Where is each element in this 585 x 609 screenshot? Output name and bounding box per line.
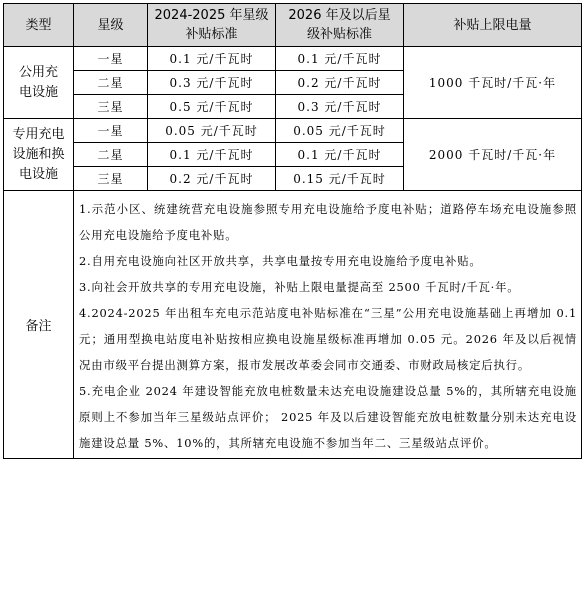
star-level-cell: 一星: [74, 119, 148, 143]
std-2024-2025-cell: 0.2 元/千瓦时: [148, 167, 276, 191]
std-2024-2025-cell: 0.5 元/千瓦时: [148, 95, 276, 119]
limit-dedicated-charging: 2000 千瓦时/千瓦·年: [404, 119, 582, 191]
std-2024-2025-cell: 0.1 元/千瓦时: [148, 143, 276, 167]
category-public-charging: 公用充 电设施: [4, 47, 74, 119]
subsidy-standards-table: [3, 3, 582, 459]
header-type: 类型: [4, 4, 74, 47]
header-limit: 补贴上限电量: [404, 4, 582, 47]
note-item: 1.示范小区、统建统营充电设施参照专用充电设施给予度电补贴；道路停车场充电设施参照公用充电设施给予度电补贴。: [79, 202, 577, 242]
header-row: [4, 4, 582, 47]
note-item: 4.2024-2025 年出租车充电示范站度电补贴标准在“三星”公用充电设施基础上再增加 0.1 元；通用型换电站度电补贴按相应换电设施星级标准再增加 0.05 元。2026 年及以后视情况由市级平台提出测算方案，报市发展改革委会同市交通委、市财政局核定后执行。: [79, 306, 577, 372]
std-2024-2025-cell: 0.1 元/千瓦时: [148, 47, 276, 71]
category-dedicated-charging: 专用充电 设施和换 电设施: [4, 119, 74, 191]
notes-label: 备注: [4, 191, 74, 459]
header-star-level: 星级: [74, 4, 148, 47]
notes-content: [74, 191, 582, 459]
note-item: 5.充电企业 2024 年建设智能充放电桩数量未达充电设施建设总量 5%的，其所辖充电设施原则上不参加当年三星级站点评价； 2025 年及以后建设智能充放电桩数量分别未达充电设施建设总量 5%、10%的，其所辖充电设施不参加当年二、三星级站点评价。: [79, 384, 577, 450]
std-2026-cell: 0.3 元/千瓦时: [276, 95, 404, 119]
limit-public-charging: 1000 千瓦时/千瓦·年: [404, 47, 582, 119]
star-level-cell: 一星: [74, 47, 148, 71]
std-2026-cell: 0.1 元/千瓦时: [276, 143, 404, 167]
std-2024-2025-cell: 0.05 元/千瓦时: [148, 119, 276, 143]
header-std-2024-2025: 2024-2025 年星级 补贴标准: [148, 4, 276, 47]
star-level-cell: 二星: [74, 143, 148, 167]
star-level-cell: 三星: [74, 95, 148, 119]
std-2026-cell: 0.05 元/千瓦时: [276, 119, 404, 143]
note-item: 3.向社会开放共享的专用充电设施，补贴上限电量提高至 2500 千瓦时/千瓦·年。: [79, 280, 520, 294]
notes-row: [4, 191, 582, 459]
std-2026-cell: 0.15 元/千瓦时: [276, 167, 404, 191]
star-level-cell: 二星: [74, 71, 148, 95]
star-level-cell: 三星: [74, 167, 148, 191]
std-2026-cell: 0.2 元/千瓦时: [276, 71, 404, 95]
header-std-2026: 2026 年及以后星 级补贴标准: [276, 4, 404, 47]
table-row: [4, 47, 582, 71]
std-2024-2025-cell: 0.3 元/千瓦时: [148, 71, 276, 95]
std-2026-cell: 0.1 元/千瓦时: [276, 47, 404, 71]
note-item: 2.自用充电设施向社区开放共享，共享电量按专用充电设施给予度电补贴。: [79, 254, 482, 268]
table-row: [4, 119, 582, 143]
